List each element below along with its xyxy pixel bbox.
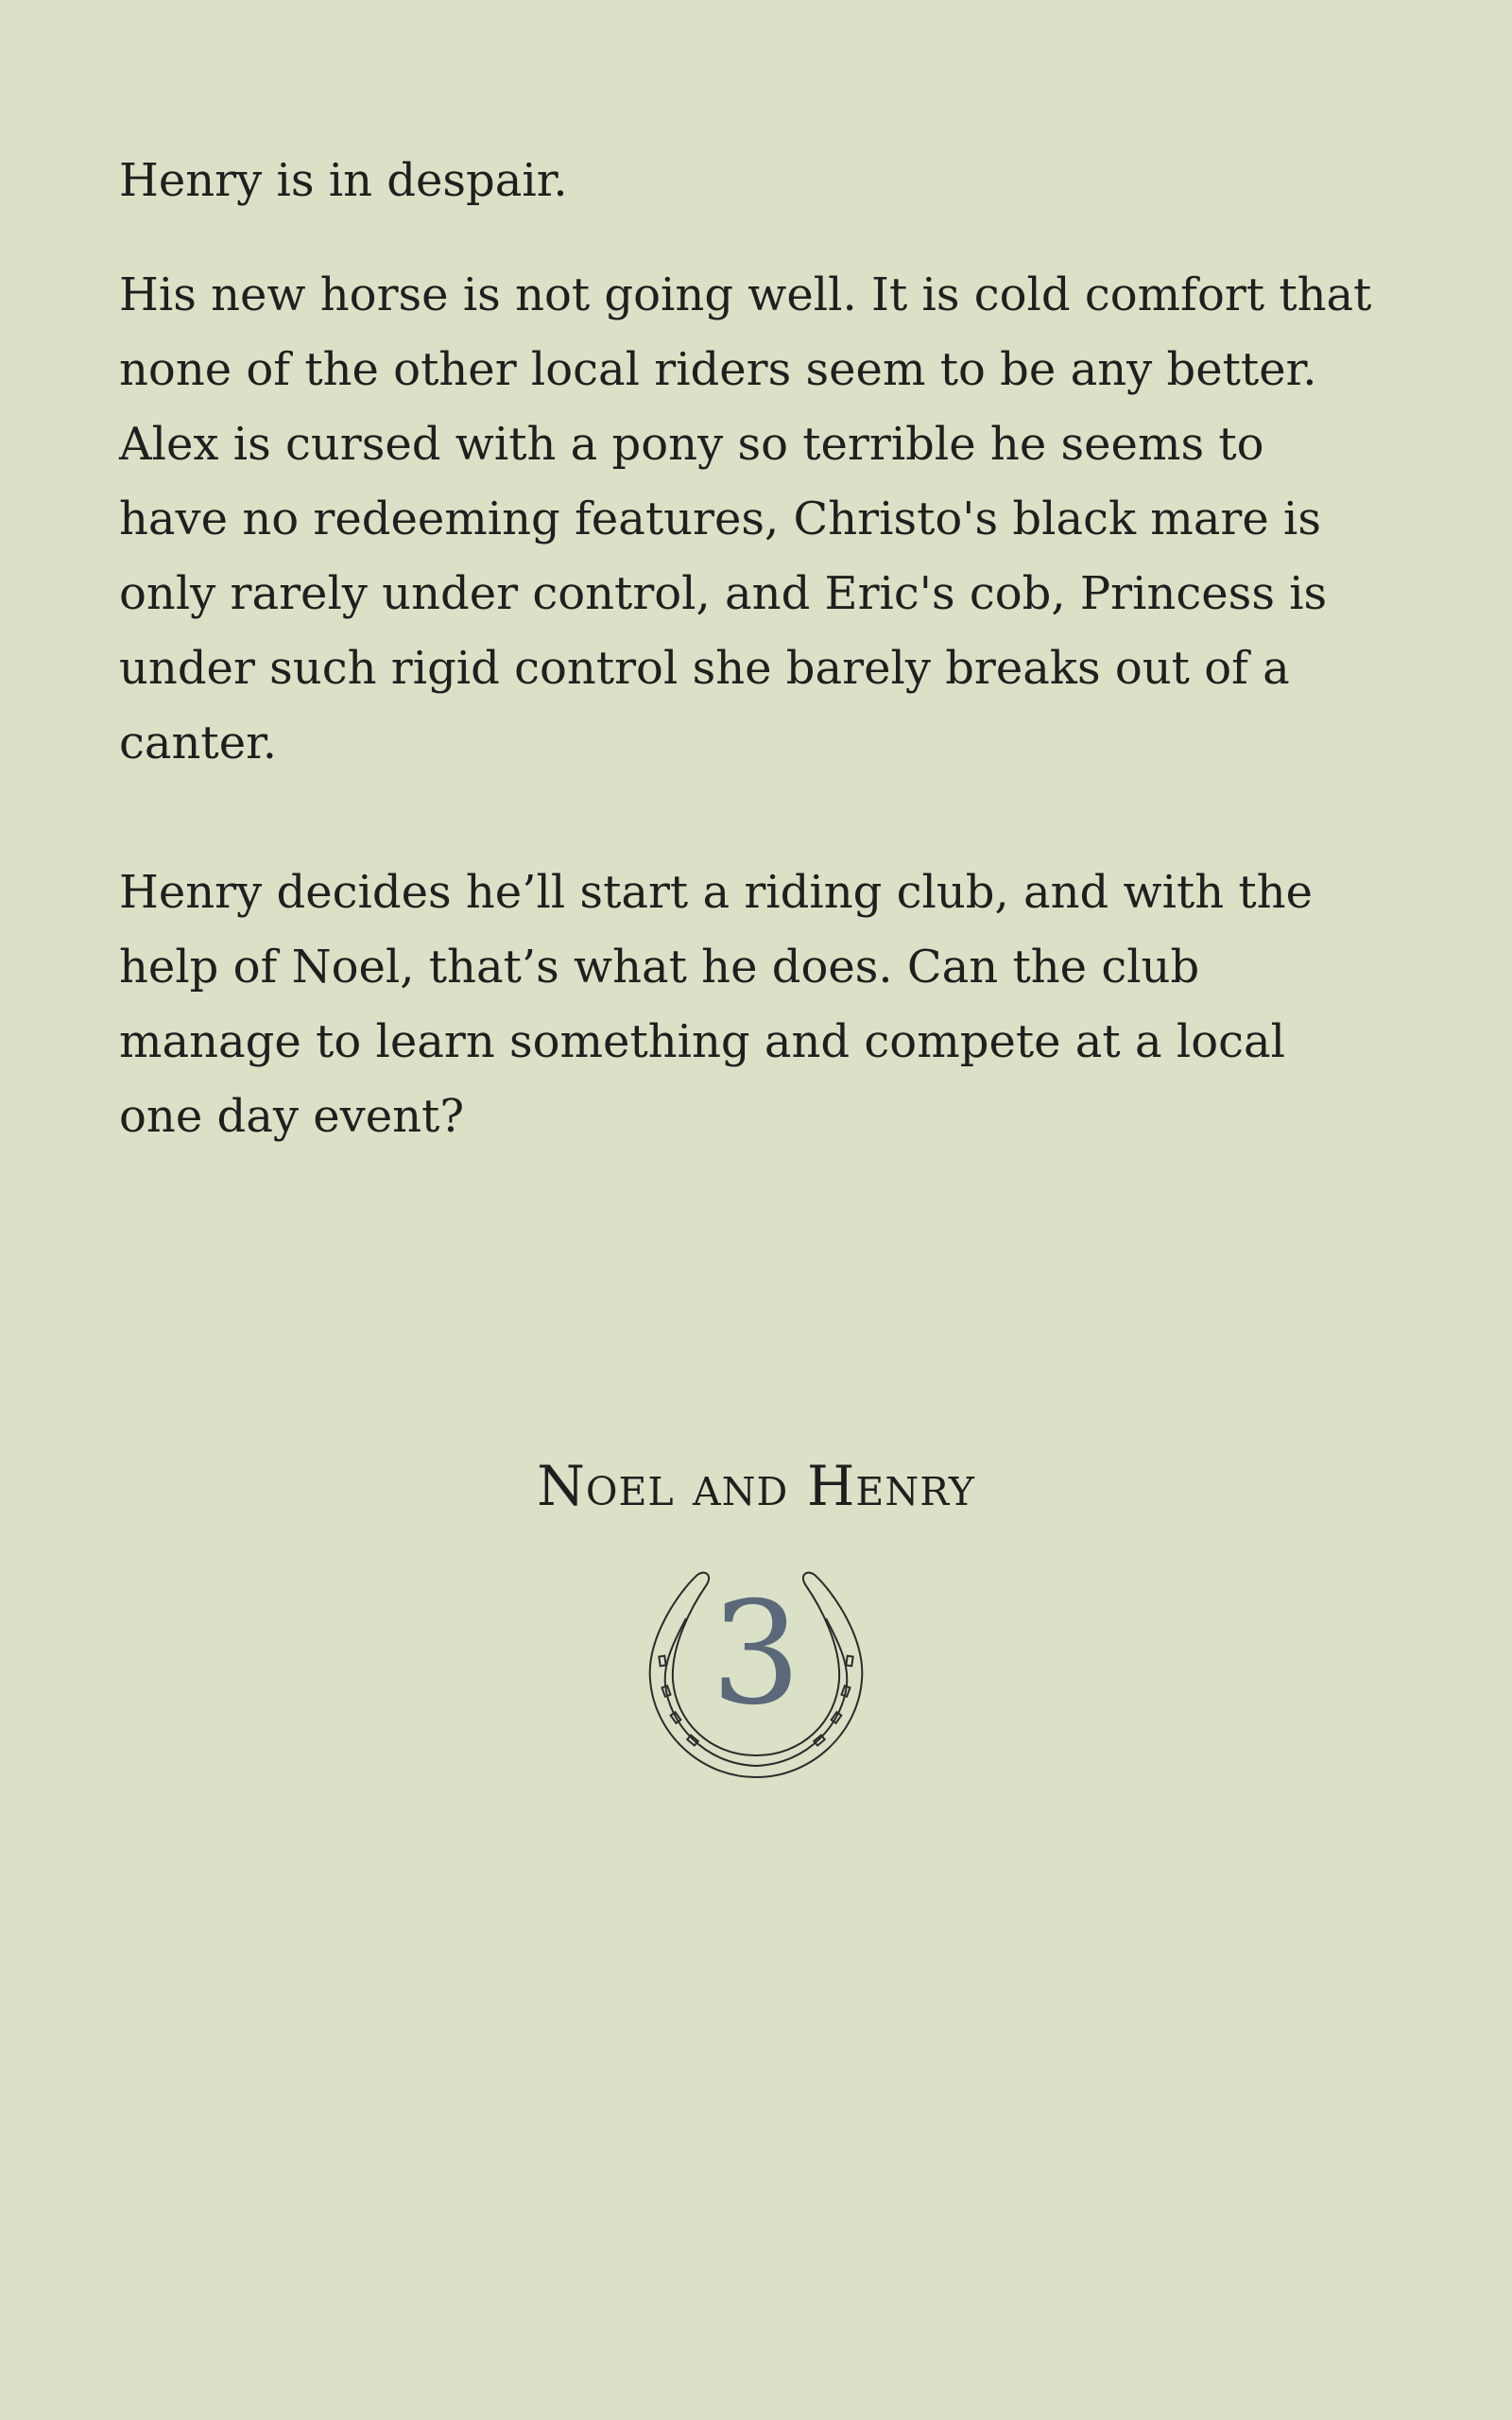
- series-title: Noel and Henry: [537, 1454, 975, 1518]
- blurb-paragraph-2: His new horse is not going well. It is cold comfort that none of the other local riders seem to be any better. Alex is cursed with a pony so terrible he seems to have no redeeming features, Christo's black mare is only rarely under control, and Eric's cob, Princess is under such rigid control she barely breaks out of a canter.: [119, 268, 1372, 769]
- blurb-text: [119, 144, 1376, 1154]
- series-number: 3: [711, 1572, 801, 1737]
- blurb-paragraph-1: Henry is in despair.: [119, 154, 568, 207]
- blurb-paragraph-3: Henry decides he’ll start a riding club, and with the help of Noel, that’s what he does. Can the club manage to learn something and compete at a local one day event?: [119, 866, 1314, 1143]
